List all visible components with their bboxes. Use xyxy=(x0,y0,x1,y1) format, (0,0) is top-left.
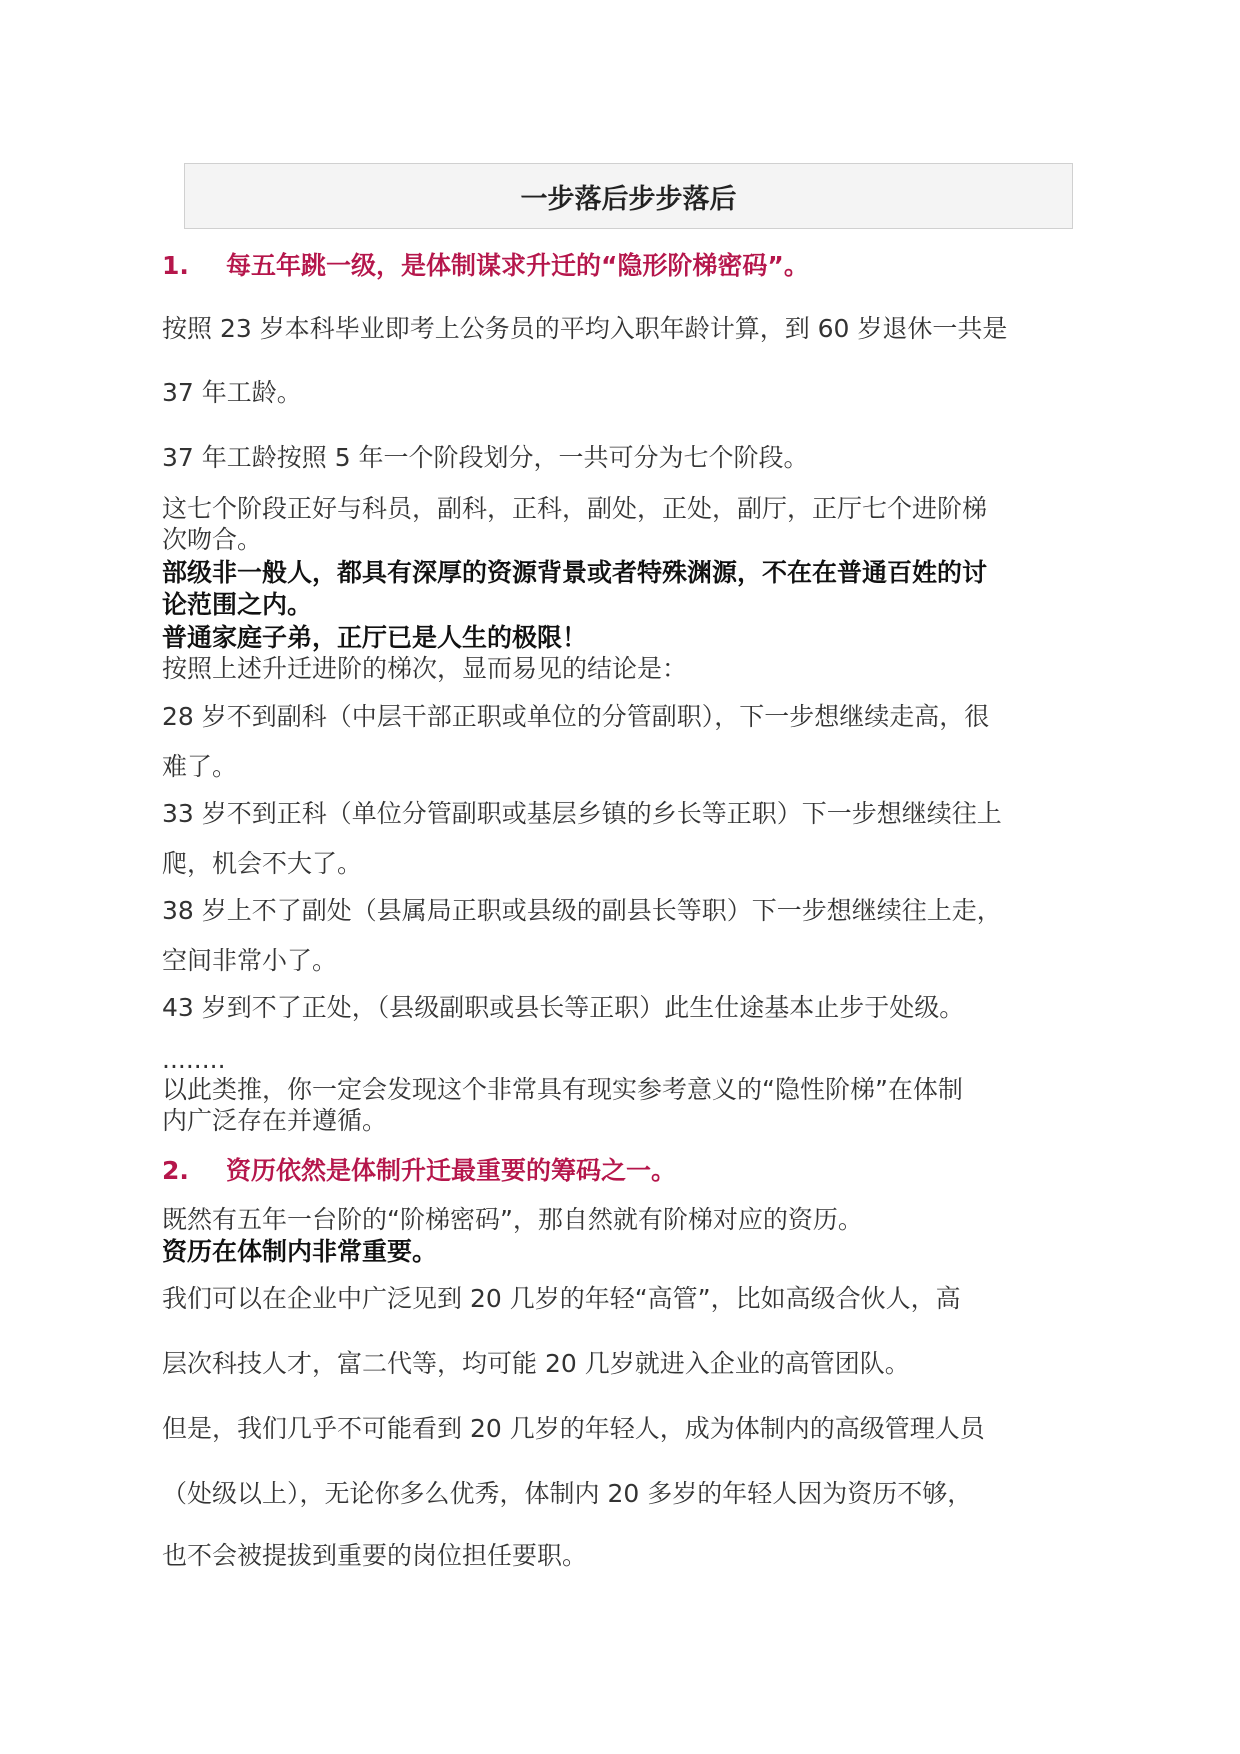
text-line xyxy=(162,1283,961,1315)
line-text: 38 岁上不了副处（县属局正职或县级的副县长等职）下一步想继续往上走， xyxy=(162,896,1002,925)
line-text: 按照上述升迁进阶的梯次，显而易见的结论是： xyxy=(162,654,688,683)
text-line xyxy=(162,377,302,409)
text-line xyxy=(162,1204,863,1236)
line-text: 28 岁不到副科（中层干部正职或单位的分管副职），下一步想继续走高，很 xyxy=(162,702,990,731)
text-line xyxy=(162,1540,587,1572)
line-text: 37 年工龄。 xyxy=(162,378,302,407)
text-line xyxy=(162,848,362,880)
text-line xyxy=(162,524,262,556)
section-number: 2. xyxy=(162,1156,189,1185)
text-line xyxy=(162,622,587,654)
line-text: 37 年工龄按照 5 年一个阶段划分，一共可分为七个阶段。 xyxy=(162,443,809,472)
line-text: 资历在体制内非常重要。 xyxy=(162,1237,438,1266)
text-line xyxy=(162,945,337,977)
line-text: 层次科技人才，富二代等，均可能 20 几岁就进入企业的高管团队。 xyxy=(162,1349,910,1378)
text-line xyxy=(162,751,237,783)
text-line xyxy=(162,493,987,525)
line-text: 每五年跳一级，是体制谋求升迁的“隐形阶梯密码”。 xyxy=(226,251,809,280)
line-text: 难了。 xyxy=(162,752,238,781)
line-text: 爬，机会不大了。 xyxy=(162,849,363,878)
line-text: 次吻合。 xyxy=(162,525,263,554)
line-text: 既然有五年一台阶的“阶梯密码”，那自然就有阶梯对应的资历。 xyxy=(162,1205,863,1234)
line-text: 资历依然是体制升迁最重要的筹码之一。 xyxy=(226,1156,677,1185)
page-title: 一步落后步步落后 xyxy=(520,183,737,215)
line-text: 43 岁到不了正处，（县级副职或县长等正职）此生仕途基本止步于处级。 xyxy=(162,993,965,1022)
line-text: 我们可以在企业中广泛见到 20 几岁的年轻“高管”，比如高级合伙人，高 xyxy=(162,1284,961,1313)
text-line xyxy=(162,1236,437,1268)
line-text: 部级非一般人，都具有深厚的资源背景或者特殊渊源，不在在普通百姓的讨 xyxy=(162,558,988,587)
text-line xyxy=(162,1413,985,1445)
text-line xyxy=(162,1105,387,1137)
line-text: 33 岁不到正科（单位分管副职或基层乡镇的乡长等正职）下一步想继续往上 xyxy=(162,799,1002,828)
text-line xyxy=(162,701,989,733)
text-line xyxy=(162,798,1002,830)
text-line xyxy=(162,653,687,685)
line-text: 论范围之内。 xyxy=(162,590,313,619)
section-heading xyxy=(162,1155,676,1187)
text-line xyxy=(162,1478,972,1510)
text-line xyxy=(162,1074,963,1106)
text-line xyxy=(162,557,987,589)
text-line xyxy=(162,589,312,621)
text-line xyxy=(162,1044,226,1076)
line-text: 以此类推，你一定会发现这个非常具有现实参考意义的“隐性阶梯”在体制 xyxy=(162,1075,963,1104)
line-text: 也不会被提拔到重要的岗位担任要职。 xyxy=(162,1541,588,1570)
line-text: （处级以上），无论你多么优秀，体制内 20 多岁的年轻人因为资历不够， xyxy=(162,1479,973,1508)
text-line xyxy=(162,992,964,1024)
line-text: 按照 23 岁本科毕业即考上公务员的平均入职年龄计算，到 60 岁退休一共是 xyxy=(162,314,1008,343)
line-text: ........ xyxy=(162,1045,226,1074)
section-number: 1. xyxy=(162,251,189,280)
line-text: 但是，我们几乎不可能看到 20 几岁的年轻人，成为体制内的高级管理人员 xyxy=(162,1414,985,1443)
text-line xyxy=(162,313,1007,345)
line-text: 普通家庭子弟，正厅已是人生的极限！ xyxy=(162,623,588,652)
line-text: 空间非常小了。 xyxy=(162,946,338,975)
text-line xyxy=(162,895,1002,927)
title-box xyxy=(184,163,1073,229)
text-line xyxy=(162,442,809,474)
section-heading xyxy=(162,250,809,282)
line-text: 这七个阶段正好与科员，副科，正科，副处，正处，副厅，正厅七个进阶梯 xyxy=(162,494,988,523)
line-text: 内广泛存在并遵循。 xyxy=(162,1106,388,1135)
text-line xyxy=(162,1348,910,1380)
